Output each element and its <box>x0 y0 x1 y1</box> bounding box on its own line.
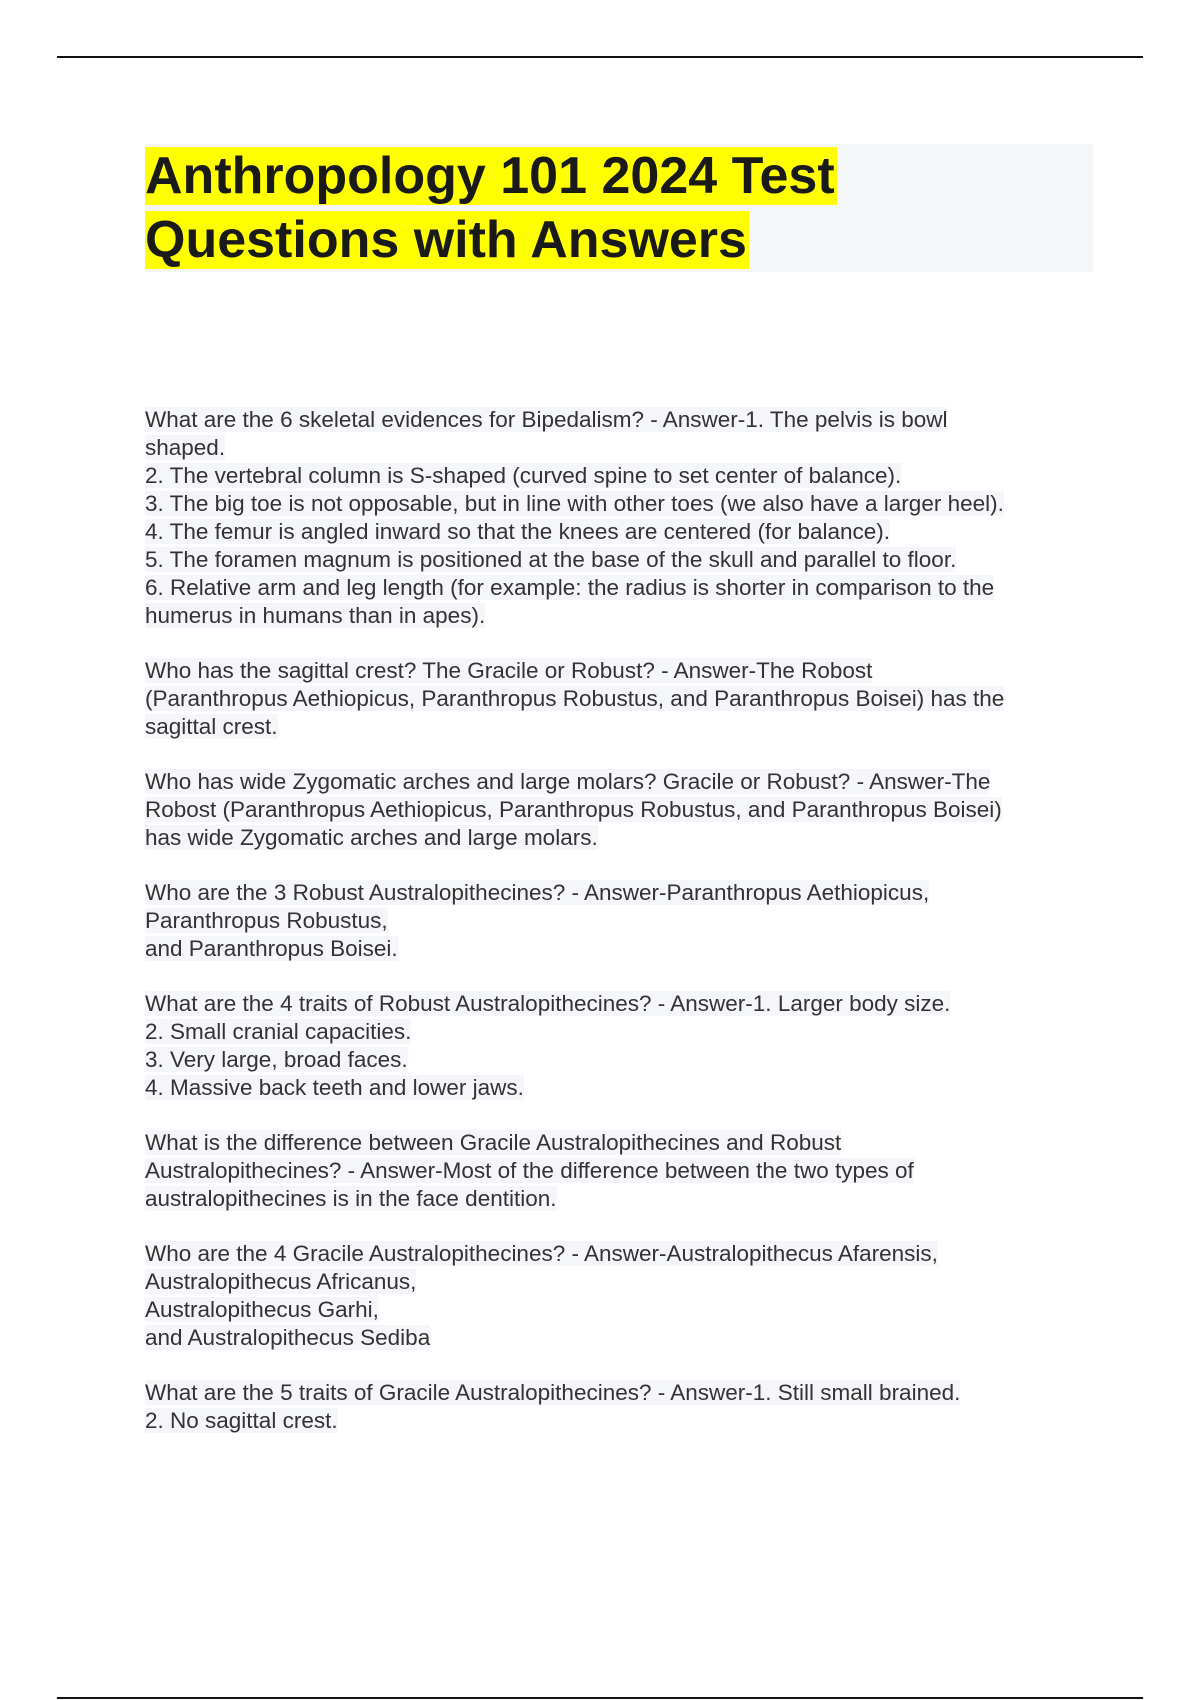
qa-line <box>145 907 1085 935</box>
qa-line-text: (Paranthropus Aethiopicus, Paranthropus Robustus, and Paranthropus Boisei) has the <box>145 686 1005 711</box>
qa-line <box>145 1074 1085 1102</box>
qa-line-text: humerus in humans than in apes). <box>145 603 486 628</box>
top-rule <box>57 56 1143 58</box>
qa-line-text: What are the 5 traits of Gracile Australopithecines? - Answer-1. Still small brained. <box>145 1380 961 1405</box>
qa-block <box>145 990 1085 1102</box>
qa-line <box>145 602 1085 630</box>
qa-line <box>145 768 1085 796</box>
qa-block <box>145 768 1085 852</box>
qa-line-text: 3. The big toe is not opposable, but in line with other toes (we also have a larger heel). <box>145 491 1004 516</box>
qa-line-text: 3. Very large, broad faces. <box>145 1047 408 1072</box>
qa-line-text: australopithecines is in the face dentition. <box>145 1186 557 1211</box>
qa-line-text: has wide Zygomatic arches and large molars. <box>145 825 598 850</box>
qa-line-text: and Australopithecus Sediba <box>145 1325 431 1350</box>
qa-line <box>145 796 1085 824</box>
qa-block <box>145 879 1085 963</box>
qa-line <box>145 1268 1085 1296</box>
qa-line <box>145 1129 1085 1157</box>
qa-line-text: sagittal crest. <box>145 714 278 739</box>
title-line-1: Anthropology 101 2024 Test <box>145 147 835 205</box>
qa-line <box>145 518 1085 546</box>
qa-line <box>145 1296 1085 1324</box>
qa-line <box>145 1157 1085 1185</box>
qa-line-text: What are the 6 skeletal evidences for Bipedalism? - Answer-1. The pelvis is bowl <box>145 407 948 432</box>
qa-line <box>145 1379 1085 1407</box>
qa-line-text: 5. The foramen magnum is positioned at the base of the skull and parallel to floor. <box>145 547 957 572</box>
qa-line <box>145 434 1085 462</box>
qa-line-text: What is the difference between Gracile Australopithecines and Robust <box>145 1130 842 1155</box>
qa-line <box>145 406 1085 434</box>
qa-line-text: 4. The femur is angled inward so that the knees are centered (for balance). <box>145 519 891 544</box>
title-block <box>145 144 1093 272</box>
qa-line <box>145 1240 1085 1268</box>
qa-line <box>145 1324 1085 1352</box>
qa-line-text: 4. Massive back teeth and lower jaws. <box>145 1075 524 1100</box>
qa-line <box>145 657 1085 685</box>
qa-line-text: Australopithecus Garhi, <box>145 1297 379 1322</box>
qa-line <box>145 1407 1085 1435</box>
qa-line <box>145 824 1085 852</box>
qa-line-text: Who has the sagittal crest? The Gracile or Robust? - Answer-The Robost <box>145 658 873 683</box>
qa-line <box>145 1046 1085 1074</box>
qa-block <box>145 406 1085 630</box>
qa-line-text: Paranthropus Robustus, <box>145 908 388 933</box>
qa-line-text: 2. The vertebral column is S-shaped (curved spine to set center of balance). <box>145 463 902 488</box>
qa-line <box>145 879 1085 907</box>
qa-line-text: Robost (Paranthropus Aethiopicus, Paranthropus Robustus, and Paranthropus Boisei) <box>145 797 1002 822</box>
qa-line-text: 2. No sagittal crest. <box>145 1408 338 1433</box>
qa-line <box>145 935 1085 963</box>
qa-line-text: Who are the 4 Gracile Australopithecines? - Answer-Australopithecus Afarensis, <box>145 1241 938 1266</box>
qa-line <box>145 1018 1085 1046</box>
qa-block <box>145 657 1085 741</box>
qa-line <box>145 574 1085 602</box>
qa-line-text: shaped. <box>145 435 226 460</box>
qa-line <box>145 462 1085 490</box>
qa-block <box>145 1379 1085 1435</box>
qa-line-text: Who has wide Zygomatic arches and large molars? Gracile or Robust? - Answer-The <box>145 769 991 794</box>
qa-line <box>145 1185 1085 1213</box>
qa-content <box>145 406 1085 1462</box>
qa-line <box>145 546 1085 574</box>
title-line-2: Questions with Answers <box>145 211 747 269</box>
document-title <box>145 144 915 272</box>
qa-block <box>145 1240 1085 1352</box>
qa-line <box>145 685 1085 713</box>
qa-line <box>145 990 1085 1018</box>
qa-line-text: 2. Small cranial capacities. <box>145 1019 412 1044</box>
qa-line <box>145 713 1085 741</box>
qa-line <box>145 490 1085 518</box>
qa-block <box>145 1129 1085 1213</box>
qa-line-text: 6. Relative arm and leg length (for example: the radius is shorter in comparison to the <box>145 575 995 600</box>
qa-line-text: What are the 4 traits of Robust Australopithecines? - Answer-1. Larger body size. <box>145 991 951 1016</box>
qa-line-text: Who are the 3 Robust Australopithecines? - Answer-Paranthropus Aethiopicus, <box>145 880 930 905</box>
qa-line-text: Australopithecus Africanus, <box>145 1269 417 1294</box>
qa-line-text: and Paranthropus Boisei. <box>145 936 398 961</box>
bottom-rule <box>57 1697 1143 1699</box>
qa-line-text: Australopithecines? - Answer-Most of the difference between the two types of <box>145 1158 914 1183</box>
